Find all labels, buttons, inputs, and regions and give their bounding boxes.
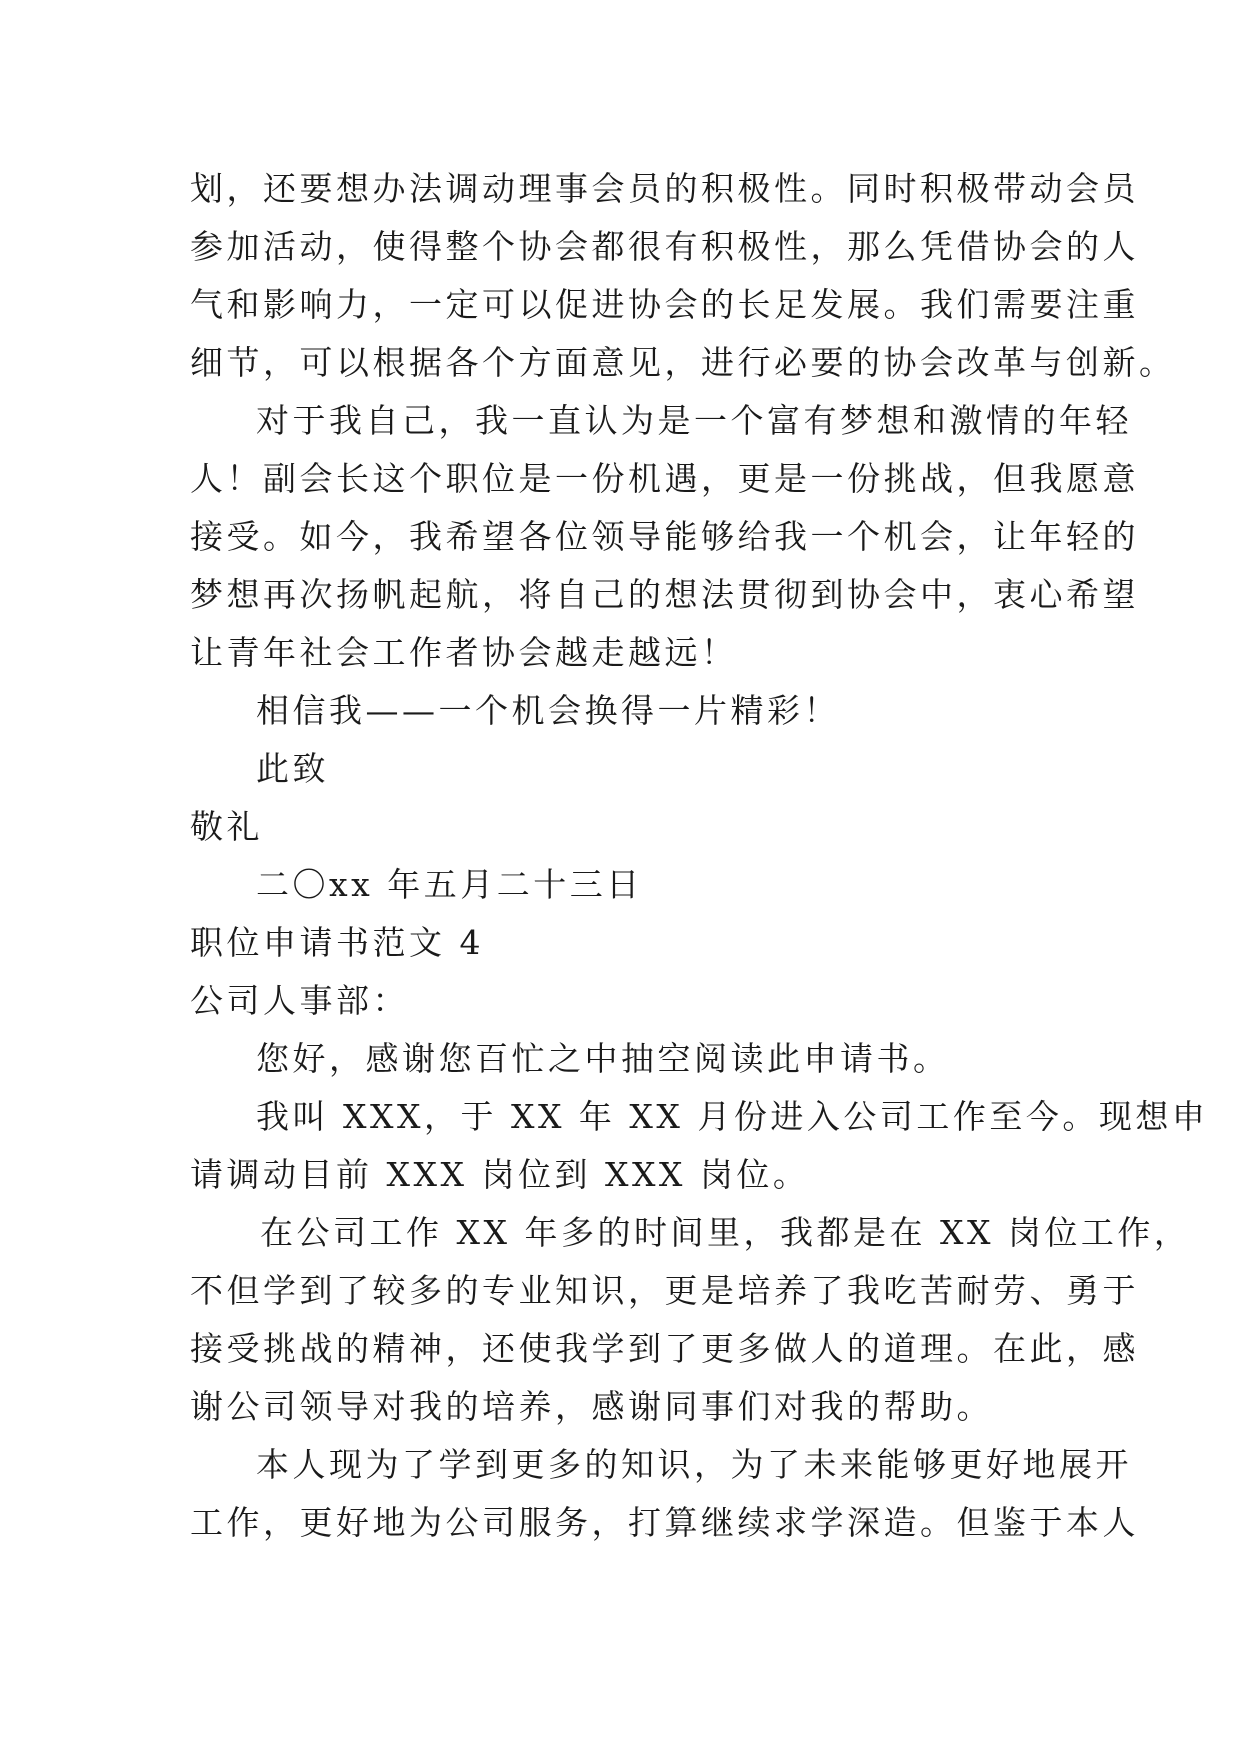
- paragraph-start-line: 本人现为了学到更多的知识，为了未来能够更好地展开: [256, 1445, 1132, 1484]
- addressee-line: 公司人事部：: [190, 981, 409, 1020]
- text-line: 梦想再次扬帆起航，将自己的想法贯彻到协会中，衷心希望: [190, 575, 1139, 614]
- document-body: [190, 160, 1209, 1552]
- text-line: 工作，更好地为公司服务，打算继续求学深造。但鉴于本人: [190, 1503, 1139, 1542]
- text-line: 不但学到了较多的专业知识，更是培养了我吃苦耐劳、勇于: [190, 1271, 1139, 1310]
- text-line: 参加活动，使得整个协会都很有积极性，那么凭借协会的人: [190, 227, 1139, 266]
- text-line: 让青年社会工作者协会越走越远！: [190, 633, 738, 672]
- date-line: 二〇xx 年五月二十三日: [256, 865, 643, 904]
- paragraph-start-line: 对于我自己，我一直认为是一个富有梦想和激情的年轻: [256, 401, 1132, 440]
- closing-line: 敬礼: [190, 807, 263, 846]
- paragraph-start-line: 在公司工作 XX 年多的时间里，我都是在 XX 岗位工作，: [260, 1213, 1191, 1252]
- text-line: 气和影响力，一定可以促进协会的长足发展。我们需要注重: [190, 285, 1139, 324]
- text-line: 划，还要想办法调动理事会员的积极性。同时积极带动会员: [190, 169, 1139, 208]
- motto-line: 相信我——一个机会换得一片精彩！: [256, 691, 840, 730]
- text-line: 接受挑战的精神，还使我学到了更多做人的道理。在此，感: [190, 1329, 1139, 1368]
- text-line: 接受。如今，我希望各位领导能够给我一个机会，让年轻的: [190, 517, 1139, 556]
- paragraph-start-line: 我叫 XXX，于 XX 年 XX 月份进入公司工作至今。现想申: [256, 1097, 1209, 1136]
- salutation-line: 此致: [256, 749, 329, 788]
- section-heading: 职位申请书范文 4: [190, 923, 484, 962]
- text-line: 请调动目前 XXX 岗位到 XXX 岗位。: [190, 1155, 810, 1194]
- text-line: 谢公司领导对我的培养，感谢同事们对我的帮助。: [190, 1387, 993, 1426]
- greeting-line: 您好，感谢您百忙之中抽空阅读此申请书。: [256, 1039, 950, 1078]
- text-line: 细节，可以根据各个方面意见，进行必要的协会改革与创新。: [190, 343, 1176, 382]
- text-line: 人！副会长这个职位是一份机遇，更是一份挑战，但我愿意: [190, 459, 1139, 498]
